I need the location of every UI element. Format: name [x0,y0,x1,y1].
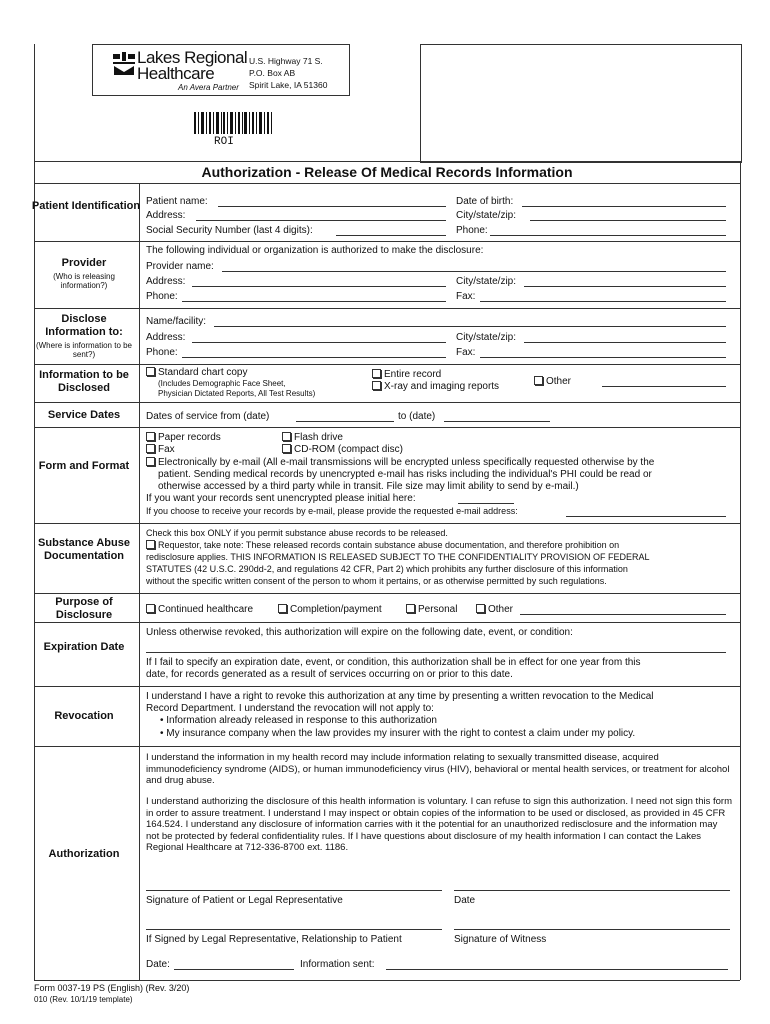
continued-healthcare-text: Continued healthcare [158,604,254,615]
patient-address-field[interactable] [196,220,446,221]
section-rule [34,364,740,365]
purpose-other-checkbox[interactable] [476,604,485,613]
information-sent-field[interactable] [386,969,728,970]
cd-checkbox[interactable] [282,444,291,453]
patient-label-box [420,44,742,163]
continued-healthcare-checkbox[interactable] [146,604,155,613]
info-other-option[interactable] [534,376,571,388]
ssn-field[interactable] [336,235,446,236]
lakes-regional-logo-icon [111,51,137,77]
continued-healthcare-option[interactable] [146,604,253,616]
revocation-line-1: I understand I have a right to revoke this authorization at any time by presenting a written revocation to the Medical [146,691,654,702]
date-sent-field[interactable] [174,969,294,970]
fax-option[interactable] [146,444,175,456]
form-title: Authorization - Release Of Medical Records Information [201,164,573,180]
authorization-paragraph-1: I understand the information in my health record may include information relating to sexually transmitted disease, acquired immunodeficiency syndrome (AIDS), or human immunodeficiency virus (HIV), behavioral or mental health services, or treatment for alcohol and drug abuse. [146,752,730,786]
disclose-fax-label: Fax: [456,347,476,358]
brand-name-line1: Lakes Regional [137,48,248,67]
form-format-text: Form and Format [38,460,130,472]
email-text-1: Electronically by e-mail (All e-mail transmissions will be encrypted unless specifically requested otherwise by the [158,457,655,468]
expiration-line-3: date, for records generated as a result of services occurring on or prior to this date. [146,669,513,680]
flash-checkbox[interactable] [282,432,291,441]
revocation-text: Revocation [54,710,114,722]
standard-chart-note-2: Physician Dictated Reports, All Test Results) [158,389,316,398]
substance-line-4: STATUTES (42 U.S.C. 290dd-2, and regulations 42 CFR, Part 2) which prohibits any further disclosure of this information [146,564,628,574]
section-rule [34,523,740,524]
left-border [34,44,35,980]
provider-phone-field[interactable] [182,301,446,302]
unencrypted-label: If you want your records sent unencrypted please initial here: [146,493,416,504]
form-format-label [34,460,134,473]
cd-text: CD-ROM (compact disc) [294,444,403,455]
disclose-city-field[interactable] [524,342,726,343]
expiration-field[interactable] [146,652,726,653]
personal-text: Personal [418,604,458,615]
mailing-address [249,55,327,91]
email-address-label: If you choose to receive your records by e-mail, please provide the requested e-mail address: [146,506,518,516]
patient-signature-field[interactable] [146,890,442,891]
xray-option[interactable] [372,381,499,393]
info-other-text: Other [546,376,572,387]
provider-phone-label: Phone: [146,291,178,302]
barcode-text: ROI [214,136,234,148]
unencrypted-initial-field[interactable] [458,503,514,504]
section-rule [34,241,740,242]
disclose-address-field[interactable] [192,342,446,343]
revocation-bullet-1: • Information already released in response to this authorization [160,715,437,726]
logo-box [92,44,350,96]
provider-text: Provider [61,257,107,269]
fax-checkbox[interactable] [146,444,155,453]
signature-date-field[interactable] [454,890,730,891]
service-dates-text: Service Dates [47,409,121,421]
flash-option[interactable] [282,432,343,444]
purpose-text: Purpose of Disclosure [55,596,113,621]
personal-checkbox[interactable] [406,604,415,613]
patient-city-label: City/state/zip: [456,210,517,221]
disclose-city-label: City/state/zip: [456,332,517,343]
patient-identification-label [26,200,146,213]
disclose-text: Disclose Information to: [45,313,123,338]
provider-city-field[interactable] [524,286,726,287]
expiration-line-2: If I fail to specify an expiration date, event, or condition, this authorization shall be in effect for one year from this [146,657,641,668]
address-line-2: P.O. Box AB [249,68,296,78]
address-line-3: Spirit Lake, IA 51360 [249,80,328,90]
substance-checkbox[interactable] [146,540,155,549]
title-bottom-rule [34,183,740,184]
standard-chart-option[interactable] [146,367,248,379]
info-other-field[interactable] [602,386,726,387]
entire-record-text: Entire record [384,369,442,380]
provider-label [34,257,134,290]
patient-identification-text: Patient Identification [31,200,141,212]
fax-text: Fax [158,444,175,455]
expiration-text: Expiration Date [43,641,125,653]
disclose-phone-field[interactable] [182,357,446,358]
email-text-2: patient. Sending medical records by unencrypted e-mail has risks including the individual's PHI could be read or [158,469,652,480]
partner-tagline: An Avera Partner [178,83,239,92]
substance-line-1: Check this box ONLY if you permit substance abuse records to be released. [146,528,448,538]
purpose-other-text: Other [488,604,514,615]
standard-chart-text: Standard chart copy [158,367,248,378]
substance-requestor-option[interactable] [146,540,619,551]
address-line-1: U.S. Highway 71 S. [249,56,323,66]
personal-option[interactable] [406,604,457,616]
service-to-field[interactable] [444,421,550,422]
provider-fax-label: Fax: [456,291,476,302]
revocation-line-2: Record Department. I understand the revocation will not apply to: [146,703,434,714]
disclose-phone-label: Phone: [146,347,178,358]
paper-text: Paper records [158,432,221,443]
witness-signature-label: Signature of Witness [454,934,547,945]
expiration-line-1: Unless otherwise revoked, this authorization will expire on the following date, event, or condition: [146,627,573,638]
purpose-other-option[interactable] [476,604,513,616]
disclose-label [34,313,134,359]
patient-city-field[interactable] [530,220,726,221]
disclose-fax-field[interactable] [480,357,726,358]
email-checkbox[interactable] [146,457,155,466]
patient-signature-label: Signature of Patient or Legal Representative [146,895,343,906]
service-to-label: to (date) [398,411,436,422]
section-rule [34,622,740,623]
label-column-divider [139,183,140,980]
purpose-other-field[interactable] [520,614,726,615]
authorization-text: Authorization [48,848,120,860]
service-dates-label [34,409,134,422]
cd-option[interactable] [282,444,403,456]
brand-name-line2: Healthcare [137,64,215,83]
paper-option[interactable] [146,432,221,444]
xray-checkbox[interactable] [372,381,381,390]
info-other-checkbox[interactable] [534,376,543,385]
relationship-label: If Signed by Legal Representative, Relationship to Patient [146,934,402,945]
section-rule [34,427,740,428]
dob-label: Date of birth: [456,196,514,207]
standard-chart-checkbox[interactable] [146,367,155,376]
bottom-rule [34,980,740,981]
dob-field[interactable] [522,206,726,207]
revocation-label [34,710,134,723]
provider-address-field[interactable] [192,286,446,287]
service-from-label: Dates of service from (date) [146,411,270,422]
facility-label: Name/facility: [146,316,207,327]
patient-address-label: Address: [146,210,186,221]
completion-payment-option[interactable] [278,604,382,616]
section-rule [34,308,740,309]
paper-checkbox[interactable] [146,432,155,441]
service-from-field[interactable] [296,421,394,422]
barcode [194,112,272,134]
relationship-field[interactable] [146,929,442,930]
substance-abuse-label [34,537,134,563]
information-disclosed-label [34,369,134,395]
revocation-bullet-2: • My insurance company when the law provides my insurer with the right to contest a claim under my policy. [160,728,636,739]
standard-chart-note-1: (Includes Demographic Face Sheet, [158,379,286,388]
provider-subtext: (Who is releasing information?) [53,272,115,290]
patient-phone-label: Phone: [456,225,488,236]
flash-text: Flash drive [294,432,343,443]
provider-fax-field[interactable] [480,301,726,302]
substance-abuse-text: Substance Abuse Documentation [38,537,130,562]
ssn-label: Social Security Number (last 4 digits): [146,225,313,236]
provider-name-label: Provider name: [146,261,214,272]
expiration-label [34,641,134,654]
xray-text: X-ray and imaging reports [384,381,500,392]
date-sent-label: Date: [146,959,170,970]
section-rule [34,686,740,687]
information-disclosed-text: Information to be Disclosed [39,369,129,394]
email-text-3: otherwise accessed by a third party while in transit. File size may limit ability to send by e-mail.) [158,481,579,492]
email-option[interactable] [146,457,654,469]
right-border [740,161,741,980]
entire-record-checkbox[interactable] [372,369,381,378]
section-rule [34,593,740,594]
completion-payment-text: Completion/payment [290,604,382,615]
substance-line-5: without the specific written consent of the person to whom it pertains, or as otherwise permitted by such regulations. [146,576,607,586]
patient-phone-field[interactable] [490,235,726,236]
provider-address-label: Address: [146,276,186,287]
authorization-paragraph-2: I understand authorizing the disclosure of this health information is voluntary. I can refuse to sign this authorization. I need not sign this form in order to assure treatment. I understand I may inspect or obtain copies of the information to be used or disclosed, as provided in 45 CFR 164.524. I understand any disclosure of information carries with it the potential for an unauthorized redisclosure and the information may not be protected by federal confidentiality rules. If I have questions about disclosure of my health information I can contact the Lakes Regional Healthcare at 712-336-8700 ext. 1186. [146,796,732,853]
template-revision: 010 (Rev. 10/1/19 template) [34,995,133,1004]
substance-line-2: Requestor, take note: These released records contain substance abuse documentation, and therefore prohibition on [158,540,620,550]
provider-name-field[interactable] [222,271,726,272]
email-address-field[interactable] [566,516,726,517]
title-top-rule [34,161,740,162]
witness-signature-field[interactable] [454,929,730,930]
authorization-label [34,848,134,861]
disclose-address-label: Address: [146,332,186,343]
substance-line-3: redisclosure applies. THIS INFORMATION IS RELEASED SUBJECT TO THE CONFIDENTIALITY PROVISION OF FEDERAL [146,552,650,562]
information-sent-label: Information sent: [300,959,375,970]
entire-record-option[interactable] [372,369,441,381]
section-rule [34,402,740,403]
patient-name-label: Patient name: [146,196,208,207]
patient-name-field[interactable] [218,206,446,207]
revocation-bullet-2-text: My insurance company when the law provides my insurer with the right to contest a claim under my policy. [166,728,636,739]
disclose-subtext: (Where is information to be sent?) [35,341,133,359]
purpose-label [34,596,134,622]
provider-intro: The following individual or organization is authorized to make the disclosure: [146,245,484,256]
signature-date-label: Date [454,895,476,906]
provider-city-label: City/state/zip: [456,276,517,287]
form-number: Form 0037-19 PS (English) (Rev. 3/20) [34,983,190,993]
revocation-bullet-1-text: Information already released in response to this authorization [166,715,437,726]
section-rule [34,746,740,747]
facility-field[interactable] [214,326,726,327]
completion-payment-checkbox[interactable] [278,604,287,613]
